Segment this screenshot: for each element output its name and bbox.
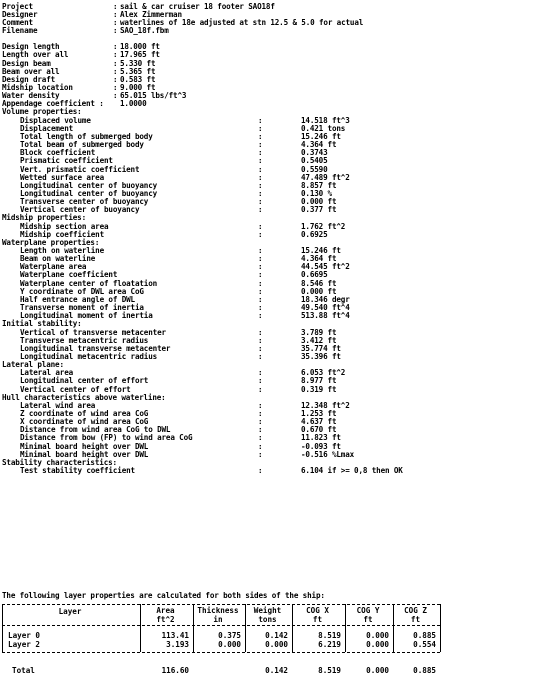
property-colon: : [258, 286, 263, 296]
property-label: Waterplane area [20, 262, 87, 272]
layer-value: 8.519 [318, 631, 341, 640]
table-column-rule [2, 604, 3, 652]
layer-value: 0.000 [366, 631, 389, 640]
property-value: 0.377 ft [301, 205, 337, 215]
property-colon: : [258, 294, 263, 304]
property-colon: : [258, 376, 263, 386]
property-value: 0.6695 [301, 270, 328, 280]
property-colon: : [258, 123, 263, 133]
design-label: Beam over all [2, 66, 60, 76]
design-value: 18.000 ft [120, 42, 160, 52]
property-colon: : [258, 270, 263, 280]
table-column-rule [245, 604, 246, 652]
design-label: Water density [2, 91, 60, 101]
property-label: Block coefficient [20, 148, 96, 158]
property-colon: : [258, 164, 263, 174]
property-label: Longitudinal moment of inertia [20, 311, 153, 321]
property-value: 15.246 ft [301, 246, 341, 255]
property-label: X coordinate of wind area CoG [20, 417, 149, 427]
layer-value: 0.000 [218, 640, 241, 649]
layer-value: 0.885 [413, 631, 436, 640]
table-column-rule [345, 604, 346, 652]
header-label: Filename [2, 25, 38, 35]
property-colon: : [258, 140, 263, 150]
property-label: Vert. prismatic coefficient [20, 164, 140, 174]
design-label: Midship location [2, 83, 73, 92]
property-colon: : [258, 197, 263, 207]
property-label: Longitudinal center of effort [20, 376, 149, 386]
property-colon: : [258, 221, 263, 231]
design-colon: : [113, 50, 118, 60]
section-title: Waterplane properties: [2, 237, 100, 247]
total-label: Total [12, 666, 35, 675]
header-value: Alex Zimmerman [120, 9, 182, 19]
property-colon: : [258, 205, 263, 215]
total-value: 116.60 [161, 666, 189, 675]
layer-value: 0.375 [218, 631, 241, 640]
property-label: Half entrance angle of DWL [20, 294, 135, 304]
property-value: 1.253 ft [301, 409, 337, 418]
property-value: 44.545 ft^2 [301, 262, 350, 272]
header-value: waterlines of 18e adjusted at stn 12.5 & 5.0 for actual [120, 17, 364, 27]
table-rule [2, 625, 440, 626]
property-label: Midship coefficient [20, 229, 105, 239]
header-label: Project [2, 1, 33, 11]
property-label: Prismatic coefficient [20, 156, 113, 166]
property-colon: : [258, 466, 263, 476]
property-label: Vertical of transverse metacenter [20, 327, 166, 337]
header-colon: : [113, 9, 118, 19]
property-label: Waterplane center of floatation [20, 278, 158, 288]
design-label: Design beam [2, 58, 51, 68]
design-value: 17.965 ft [120, 50, 160, 60]
section-title: Stability characteristics: [2, 457, 117, 467]
property-label: Longitudinal center of buoyancy [20, 180, 158, 190]
column-header: Area [156, 606, 175, 615]
layer-value: 0.000 [265, 640, 288, 649]
property-value: 35.396 ft [301, 351, 341, 361]
section-title: Midship properties: [2, 213, 87, 223]
column-header: COG Z [404, 606, 427, 615]
header-value: SAO_18f.fbm [120, 25, 169, 35]
property-colon: : [258, 384, 263, 394]
total-value: 8.519 [318, 666, 341, 675]
property-value: 0.000 ft [301, 286, 337, 296]
layer-value: 0.142 [265, 631, 288, 640]
table-rule [2, 604, 440, 605]
property-label: Longitudinal center of buoyancy [20, 188, 158, 198]
property-colon: : [258, 368, 263, 378]
table-column-rule [140, 604, 141, 652]
property-label: Z coordinate of wind area CoG [20, 409, 149, 418]
property-value: 0.670 ft [301, 425, 337, 435]
header-colon: : [113, 17, 118, 27]
property-colon: : [258, 417, 263, 427]
layer-value: 3.193 [166, 640, 189, 649]
table-column-rule [440, 604, 441, 652]
property-colon: : [258, 131, 263, 141]
property-colon: : [258, 262, 263, 272]
layer-value: 0.554 [413, 640, 436, 649]
header-value: sail & car cruiser 18 footer SAO18f [120, 1, 275, 11]
property-value: 0.000 ft [301, 197, 337, 207]
design-value: 9.000 ft [120, 83, 156, 92]
property-label: Transverse center of buoyancy [20, 197, 149, 207]
property-value: 4.364 ft [301, 254, 337, 264]
property-label: Minimal board height over DWL [20, 449, 149, 459]
property-colon: : [258, 400, 263, 410]
header-colon: : [113, 25, 118, 35]
property-colon: : [258, 335, 263, 345]
design-colon: : [113, 91, 118, 101]
property-value: 4.637 ft [301, 417, 337, 427]
layer-name: Layer 2 [8, 640, 41, 649]
column-header-unit: ft [363, 615, 373, 624]
table-column-rule [193, 604, 194, 652]
property-label: Longitudinal metacentric radius [20, 351, 158, 361]
property-value: 0.5405 [301, 156, 328, 166]
column-header-unit: ft^2 [156, 615, 175, 624]
property-colon: : [258, 425, 263, 435]
design-value: 1.0000 [120, 99, 147, 109]
property-label: Beam on waterline [20, 254, 96, 264]
property-label: Displacement [20, 123, 74, 133]
column-header: Thickness [197, 606, 239, 615]
design-value: 65.015 lbs/ft^3 [120, 91, 187, 101]
section-title: Initial stability: [2, 319, 82, 329]
property-value: -0.516 %Lmax [301, 449, 355, 459]
property-label: Minimal board height over DWL [20, 441, 149, 451]
design-label: Design length [2, 42, 60, 52]
property-value: 18.346 degr [301, 294, 350, 304]
column-header: COG X [306, 606, 329, 615]
property-value: 35.774 ft [301, 343, 341, 353]
table-rule [2, 652, 440, 653]
column-header-unit: tons [258, 615, 277, 624]
property-colon: : [258, 409, 263, 418]
column-header-unit: ft [312, 615, 323, 624]
layer-properties-table [2, 604, 538, 684]
layer-name: Layer 0 [8, 631, 41, 640]
property-colon: : [258, 156, 263, 166]
property-value: 0.421 tons [301, 123, 346, 133]
property-value: 0.3743 [301, 148, 328, 158]
property-label: Longitudinal transverse metacenter [20, 343, 171, 353]
property-value: 0.6925 [301, 229, 328, 239]
property-colon: : [258, 343, 263, 353]
property-label: Distance from wind area CoG to DWL [20, 425, 171, 435]
property-value: 14.518 ft^3 [301, 115, 350, 125]
property-colon: : [258, 311, 263, 321]
property-label: Transverse metacentric radius [20, 335, 149, 345]
property-value: 1.762 ft^2 [301, 221, 346, 231]
property-colon: : [258, 188, 263, 198]
property-value: 8.857 ft [301, 180, 337, 190]
design-colon: : [113, 66, 118, 76]
design-colon: : [113, 74, 118, 84]
column-header-unit: in [213, 615, 223, 624]
layer-value: 0.000 [366, 640, 389, 649]
section-title: Hull characteristics above waterline: [2, 392, 166, 402]
property-colon: : [258, 327, 263, 337]
section-title: Volume properties: [2, 107, 82, 117]
property-value: 15.246 ft [301, 131, 341, 141]
property-value: 3.412 ft [301, 335, 337, 345]
property-value: 4.364 ft [301, 140, 337, 150]
property-label: Vertical center of effort [20, 384, 131, 394]
property-label: Displaced volume [20, 115, 91, 125]
property-label: Distance from bow (FP) to wind area CoG [20, 433, 193, 443]
design-colon: : [113, 83, 118, 92]
property-value: 49.540 ft^4 [301, 303, 350, 313]
property-colon: : [258, 278, 263, 288]
property-label: Total length of submerged body [20, 131, 153, 141]
property-value: 8.546 ft [301, 278, 337, 288]
property-colon: : [258, 441, 263, 451]
property-value: 3.789 ft [301, 327, 337, 337]
property-label: Y coordinate of DWL area CoG [20, 286, 144, 296]
header-colon: : [113, 1, 118, 11]
property-label: Lateral wind area [20, 400, 96, 410]
property-value: 12.348 ft^2 [301, 400, 350, 410]
property-colon: : [258, 148, 263, 158]
property-label: Vertical center of buoyancy [20, 205, 140, 215]
header-label: Comment [2, 17, 33, 27]
property-colon: : [258, 351, 263, 361]
design-colon: : [113, 58, 118, 68]
property-colon: : [258, 246, 263, 255]
property-label: Transverse moment of inertia [20, 303, 144, 313]
section-title: Lateral plane: [2, 360, 64, 370]
property-label: Midship section area [20, 221, 109, 231]
design-colon: : [113, 42, 118, 52]
property-colon: : [258, 303, 263, 313]
total-value: 0.142 [265, 666, 288, 675]
property-value: -0.093 ft [301, 441, 341, 451]
design-value: 0.583 ft [120, 74, 156, 84]
design-label: Appendage coefficient : [2, 99, 104, 109]
property-label: Total beam of submerged body [20, 140, 144, 150]
property-value: 47.489 ft^2 [301, 172, 350, 182]
total-value: 0.885 [413, 666, 436, 675]
property-value: 513.88 ft^4 [301, 311, 350, 321]
table-column-rule [393, 604, 394, 652]
design-value: 5.330 ft [120, 58, 156, 68]
property-label: Length on waterline [20, 246, 105, 255]
layer-value: 6.219 [318, 640, 341, 649]
property-colon: : [258, 229, 263, 239]
property-value: 8.977 ft [301, 376, 337, 386]
property-label: Test stability coefficient [20, 466, 135, 476]
column-header: Layer [58, 607, 82, 616]
property-colon: : [258, 180, 263, 190]
column-header: Weight [253, 606, 282, 615]
layer-value: 113.41 [161, 631, 189, 640]
property-value: 0.319 ft [301, 384, 337, 394]
property-value: 11.823 ft [301, 433, 341, 443]
property-colon: : [258, 449, 263, 459]
property-value: 6.104 if >= 0,8 then OK [301, 466, 403, 476]
property-value: 6.053 ft^2 [301, 368, 346, 378]
property-colon: : [258, 172, 263, 182]
column-header-unit: ft [410, 615, 421, 624]
property-colon: : [258, 254, 263, 264]
header-label: Designer [2, 9, 38, 19]
property-value: 0.130 % [301, 188, 332, 198]
table-column-rule [292, 604, 293, 652]
property-label: Wetted surface area [20, 172, 105, 182]
property-value: 0.5590 [301, 164, 328, 174]
property-label: Waterplane coefficient [20, 270, 118, 280]
design-value: 5.365 ft [120, 66, 156, 76]
property-label: Lateral area [20, 368, 74, 378]
design-label: Design draft [2, 74, 56, 84]
total-value: 0.000 [366, 666, 389, 675]
property-colon: : [258, 433, 263, 443]
property-colon: : [258, 115, 263, 125]
design-label: Length over all [2, 50, 69, 60]
layer-note: The following layer properties are calculated for both sides of the ship: [2, 591, 325, 600]
column-header: COG Y [356, 606, 380, 615]
